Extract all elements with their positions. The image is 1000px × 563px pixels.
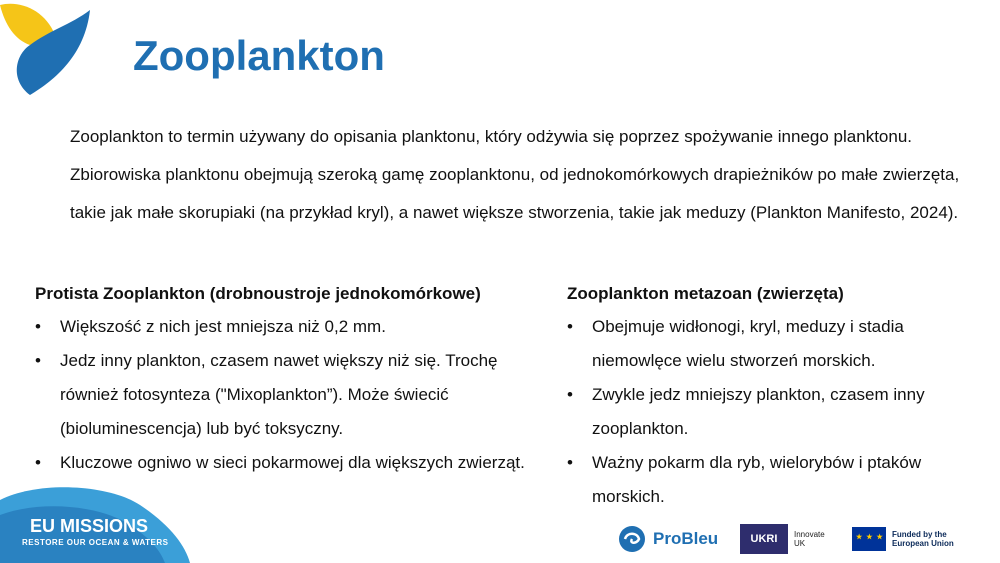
ukri-text: UKRI: [750, 533, 778, 545]
protista-list: [35, 310, 555, 480]
probleu-text: ProBleu: [653, 529, 719, 548]
list-item: • Kluczowe ogniwo w sieci pokarmowej dla większych zwierząt.: [35, 446, 555, 480]
metazoan-column: [567, 284, 967, 514]
list-item: • Jedz inny plankton, czasem nawet większy niż się. Trochę również fotosynteza ("Mixoplankton”). Może świecić (bioluminescencja) lub być toksyczny.: [35, 344, 555, 446]
eu-funding-logo: [852, 524, 977, 554]
intro-paragraph-2: Zbiorowiska planktonu obejmują szeroką gamę zooplanktonu, od jednokomórkowych drapieżników po małe zwierzęta, takie jak małe skorupiaki (na przykład kryl), a nawet większe stworzenia, takie jak meduzy (Plankton Manifesto, 2024).: [70, 165, 960, 222]
eu-funding-text: Funded by the European Union: [892, 530, 954, 548]
intro-text: [70, 118, 970, 232]
eu-flag-icon: [852, 527, 886, 551]
project-logo-icon: [0, 0, 100, 100]
eu-missions-label: EU MISSIONS: [30, 516, 149, 536]
eu-missions-subtitle: RESTORE OUR OCEAN & WATERS: [22, 538, 169, 547]
metazoan-heading: Zooplankton metazoan (zwierzęta): [567, 284, 844, 303]
protista-column: [35, 284, 555, 480]
probleu-logo: [617, 524, 718, 554]
innovate-uk-text: Innovate UK: [794, 530, 825, 548]
protista-heading: Protista Zooplankton (drobnoustroje jednokomórkowe): [35, 284, 481, 303]
list-item: • Większość z nich jest mniejsza niż 0,2 mm.: [35, 310, 555, 344]
ukri-icon: [740, 524, 788, 554]
innovate-uk-logo: [740, 524, 834, 554]
metazoan-list: [567, 310, 967, 514]
list-item: • Obejmuje widłonogi, kryl, meduzy i stadia niemowlęce wielu stworzeń morskich.: [567, 310, 967, 378]
probleu-swirl-icon: [617, 524, 647, 554]
list-item: • Ważny pokarm dla ryb, wielorybów i ptaków morskich.: [567, 446, 967, 514]
list-item: • Zwykle jedz mniejszy plankton, czasem inny zooplankton.: [567, 378, 967, 446]
intro-paragraph-1: Zooplankton to termin używany do opisania planktonu, który odżywia się poprzez spożywanie innego planktonu.: [70, 127, 912, 146]
page-title: Zooplankton: [133, 32, 385, 79]
